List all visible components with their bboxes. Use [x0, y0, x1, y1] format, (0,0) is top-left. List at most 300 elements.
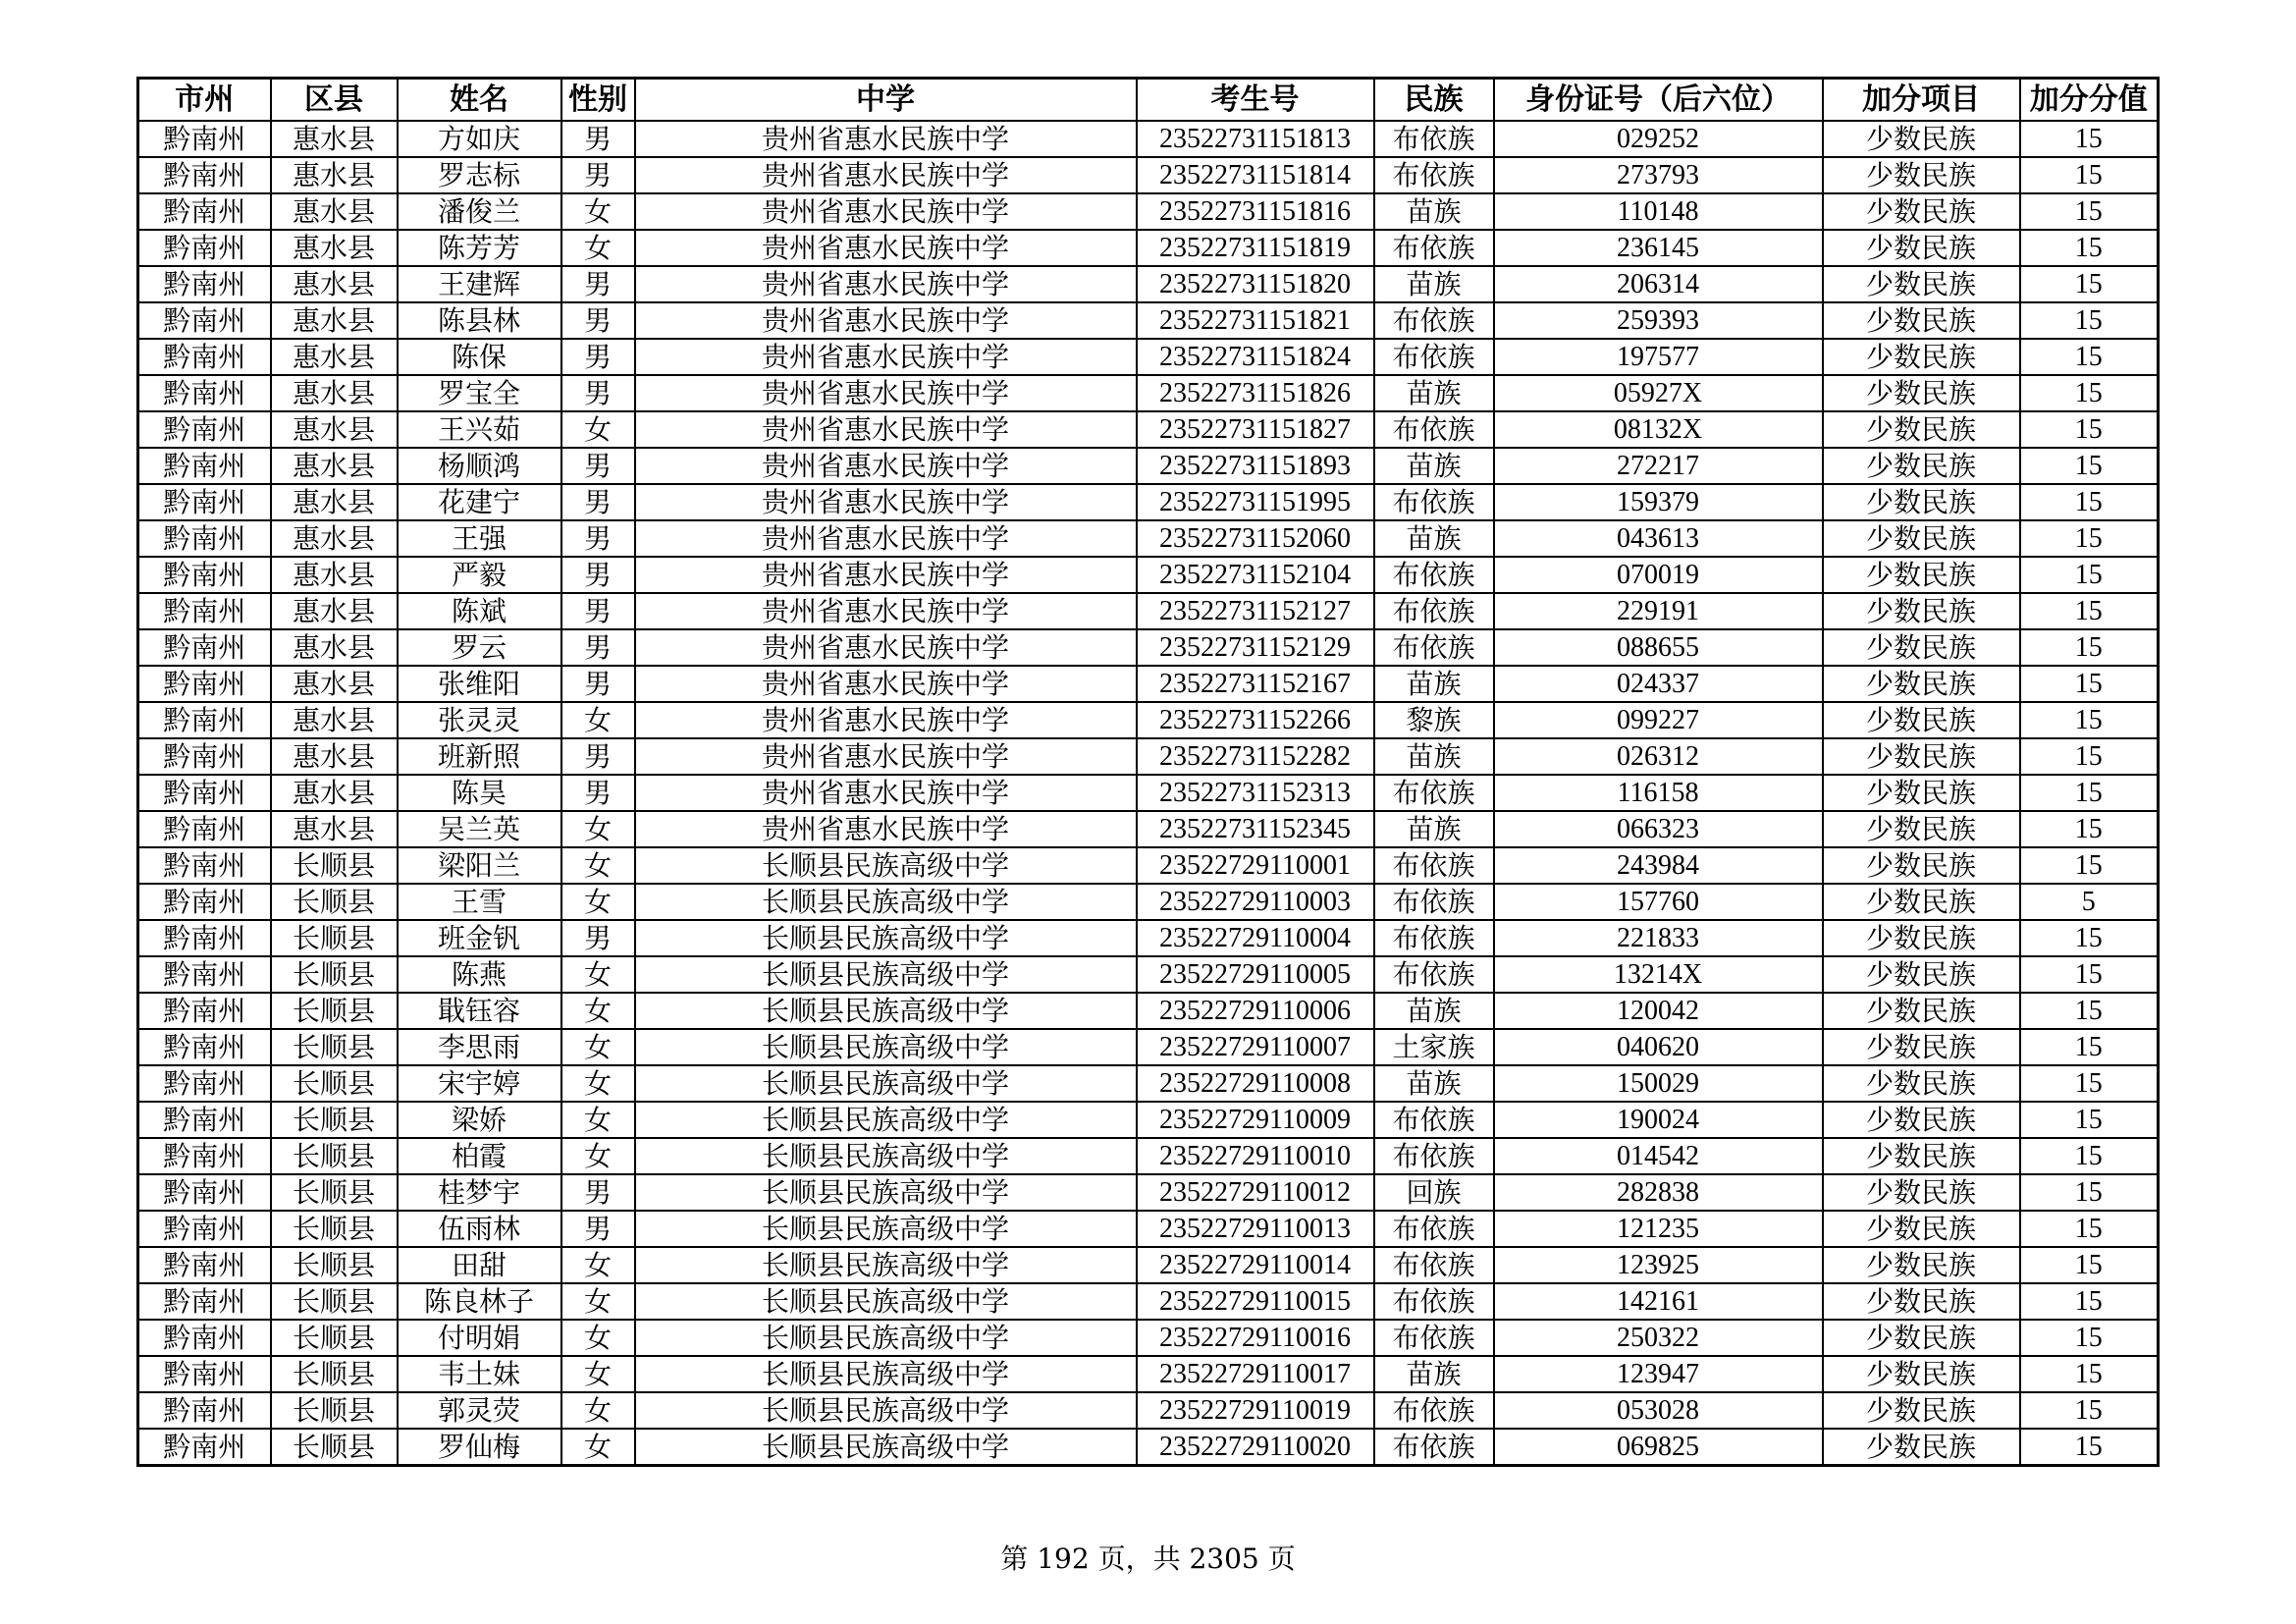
- cell-city: 黔南州: [138, 811, 271, 847]
- cell-county: 惠水县: [271, 666, 398, 702]
- cell-exam-number: 23522731151813: [1137, 121, 1374, 157]
- cell-id-last-six: 150029: [1494, 1065, 1823, 1102]
- cell-bonus-points: 15: [2020, 702, 2159, 738]
- cell-county: 长顺县: [271, 1102, 398, 1138]
- cell-bonus-item: 少数民族: [1823, 1029, 2020, 1065]
- cell-exam-number: 23522731151820: [1137, 266, 1374, 302]
- cell-ethnicity: 布依族: [1374, 593, 1494, 629]
- cell-name: 吴兰英: [398, 811, 561, 847]
- table-row: [138, 847, 2159, 884]
- cell-bonus-points: 15: [2020, 1102, 2159, 1138]
- cell-name: 柏霞: [398, 1138, 561, 1174]
- table-row: [138, 375, 2159, 411]
- table-body: [138, 121, 2159, 1466]
- cell-city: 黔南州: [138, 484, 271, 520]
- cell-county: 惠水县: [271, 811, 398, 847]
- cell-gender: 女: [561, 1429, 635, 1466]
- cell-exam-number: 23522729110016: [1137, 1320, 1374, 1356]
- cell-gender: 男: [561, 557, 635, 593]
- cell-gender: 女: [561, 411, 635, 448]
- cell-bonus-points: 15: [2020, 629, 2159, 666]
- cell-gender: 女: [561, 1247, 635, 1283]
- cell-ethnicity: 布依族: [1374, 1247, 1494, 1283]
- cell-exam-number: 23522731151824: [1137, 339, 1374, 375]
- cell-bonus-item: 少数民族: [1823, 920, 2020, 956]
- cell-bonus-item: 少数民族: [1823, 1392, 2020, 1429]
- cell-county: 惠水县: [271, 484, 398, 520]
- table-row: [138, 738, 2159, 775]
- cell-county: 长顺县: [271, 1392, 398, 1429]
- cell-bonus-item: 少数民族: [1823, 1320, 2020, 1356]
- cell-school: 贵州省惠水民族中学: [635, 738, 1137, 775]
- cell-county: 惠水县: [271, 375, 398, 411]
- cell-bonus-item: 少数民族: [1823, 302, 2020, 339]
- cell-exam-number: 23522731152104: [1137, 557, 1374, 593]
- column-header-bonus-points: 加分分值: [2020, 79, 2159, 122]
- cell-name: 梁阳兰: [398, 847, 561, 884]
- cell-id-last-six: 282838: [1494, 1174, 1823, 1211]
- cell-county: 长顺县: [271, 1174, 398, 1211]
- column-header-city: 市州: [138, 79, 271, 122]
- cell-bonus-item: 少数民族: [1823, 157, 2020, 193]
- table-row: [138, 1138, 2159, 1174]
- cell-name: 王强: [398, 520, 561, 557]
- table-row: [138, 884, 2159, 920]
- cell-city: 黔南州: [138, 1247, 271, 1283]
- cell-city: 黔南州: [138, 1211, 271, 1247]
- bonus-points-table: [136, 77, 2160, 1467]
- column-header-exam-number: 考生号: [1137, 79, 1374, 122]
- cell-city: 黔南州: [138, 266, 271, 302]
- cell-exam-number: 23522731152345: [1137, 811, 1374, 847]
- cell-gender: 男: [561, 738, 635, 775]
- cell-ethnicity: 布依族: [1374, 1429, 1494, 1466]
- cell-exam-number: 23522731152282: [1137, 738, 1374, 775]
- cell-bonus-item: 少数民族: [1823, 230, 2020, 266]
- cell-city: 黔南州: [138, 993, 271, 1029]
- cell-bonus-item: 少数民族: [1823, 1174, 2020, 1211]
- cell-city: 黔南州: [138, 557, 271, 593]
- cell-exam-number: 23522729110013: [1137, 1211, 1374, 1247]
- cell-bonus-item: 少数民族: [1823, 193, 2020, 230]
- cell-id-last-six: 066323: [1494, 811, 1823, 847]
- cell-bonus-item: 少数民族: [1823, 557, 2020, 593]
- cell-school: 贵州省惠水民族中学: [635, 484, 1137, 520]
- table-row: [138, 1102, 2159, 1138]
- table-row: [138, 121, 2159, 157]
- cell-bonus-points: 15: [2020, 1029, 2159, 1065]
- cell-ethnicity: 苗族: [1374, 520, 1494, 557]
- cell-bonus-points: 15: [2020, 593, 2159, 629]
- cell-bonus-item: 少数民族: [1823, 121, 2020, 157]
- cell-id-last-six: 120042: [1494, 993, 1823, 1029]
- cell-ethnicity: 布依族: [1374, 884, 1494, 920]
- cell-name: 潘俊兰: [398, 193, 561, 230]
- cell-school: 贵州省惠水民族中学: [635, 266, 1137, 302]
- cell-ethnicity: 苗族: [1374, 193, 1494, 230]
- cell-id-last-six: 070019: [1494, 557, 1823, 593]
- cell-county: 长顺县: [271, 1247, 398, 1283]
- cell-ethnicity: 布依族: [1374, 1211, 1494, 1247]
- table-row: [138, 956, 2159, 993]
- table-row: [138, 1392, 2159, 1429]
- cell-gender: 男: [561, 629, 635, 666]
- table-row: [138, 1320, 2159, 1356]
- cell-school: 长顺县民族高级中学: [635, 1102, 1137, 1138]
- cell-bonus-points: 15: [2020, 1320, 2159, 1356]
- cell-county: 惠水县: [271, 157, 398, 193]
- cell-gender: 男: [561, 484, 635, 520]
- cell-bonus-item: 少数民族: [1823, 1065, 2020, 1102]
- cell-city: 黔南州: [138, 339, 271, 375]
- cell-city: 黔南州: [138, 157, 271, 193]
- cell-city: 黔南州: [138, 629, 271, 666]
- cell-school: 贵州省惠水民族中学: [635, 411, 1137, 448]
- cell-id-last-six: 08132X: [1494, 411, 1823, 448]
- cell-gender: 男: [561, 775, 635, 811]
- cell-gender: 女: [561, 230, 635, 266]
- cell-gender: 女: [561, 1138, 635, 1174]
- cell-county: 长顺县: [271, 1211, 398, 1247]
- cell-city: 黔南州: [138, 920, 271, 956]
- cell-exam-number: 23522729110015: [1137, 1283, 1374, 1320]
- cell-id-last-six: 13214X: [1494, 956, 1823, 993]
- cell-exam-number: 23522731151816: [1137, 193, 1374, 230]
- cell-county: 长顺县: [271, 993, 398, 1029]
- cell-id-last-six: 197577: [1494, 339, 1823, 375]
- table-row: [138, 993, 2159, 1029]
- cell-name: 花建宁: [398, 484, 561, 520]
- cell-gender: 女: [561, 847, 635, 884]
- cell-bonus-item: 少数民族: [1823, 993, 2020, 1029]
- cell-ethnicity: 布依族: [1374, 1392, 1494, 1429]
- cell-ethnicity: 布依族: [1374, 121, 1494, 157]
- table-row: [138, 1356, 2159, 1392]
- cell-bonus-points: 15: [2020, 193, 2159, 230]
- cell-exam-number: 23522729110014: [1137, 1247, 1374, 1283]
- cell-bonus-item: 少数民族: [1823, 1138, 2020, 1174]
- column-header-gender: 性别: [561, 79, 635, 122]
- cell-gender: 女: [561, 702, 635, 738]
- cell-county: 长顺县: [271, 1356, 398, 1392]
- cell-city: 黔南州: [138, 666, 271, 702]
- cell-city: 黔南州: [138, 1320, 271, 1356]
- cell-bonus-item: 少数民族: [1823, 666, 2020, 702]
- cell-exam-number: 23522731151995: [1137, 484, 1374, 520]
- cell-exam-number: 23522729110009: [1137, 1102, 1374, 1138]
- cell-id-last-six: 110148: [1494, 193, 1823, 230]
- cell-exam-number: 23522731152129: [1137, 629, 1374, 666]
- cell-city: 黔南州: [138, 193, 271, 230]
- cell-school: 贵州省惠水民族中学: [635, 121, 1137, 157]
- cell-county: 惠水县: [271, 302, 398, 339]
- cell-bonus-points: 15: [2020, 956, 2159, 993]
- cell-school: 贵州省惠水民族中学: [635, 448, 1137, 484]
- cell-county: 惠水县: [271, 775, 398, 811]
- cell-school: 长顺县民族高级中学: [635, 1174, 1137, 1211]
- table-header: [138, 79, 2159, 122]
- cell-bonus-points: 15: [2020, 738, 2159, 775]
- cell-bonus-points: 15: [2020, 775, 2159, 811]
- cell-id-last-six: 221833: [1494, 920, 1823, 956]
- cell-id-last-six: 014542: [1494, 1138, 1823, 1174]
- cell-bonus-points: 15: [2020, 411, 2159, 448]
- cell-city: 黔南州: [138, 1065, 271, 1102]
- cell-school: 贵州省惠水民族中学: [635, 230, 1137, 266]
- cell-name: 郭灵荧: [398, 1392, 561, 1429]
- column-header-bonus-item: 加分项目: [1823, 79, 2020, 122]
- cell-bonus-points: 15: [2020, 302, 2159, 339]
- cell-school: 贵州省惠水民族中学: [635, 157, 1137, 193]
- cell-county: 惠水县: [271, 448, 398, 484]
- cell-county: 惠水县: [271, 193, 398, 230]
- cell-county: 长顺县: [271, 920, 398, 956]
- cell-city: 黔南州: [138, 593, 271, 629]
- cell-ethnicity: 苗族: [1374, 448, 1494, 484]
- cell-id-last-six: 159379: [1494, 484, 1823, 520]
- cell-school: 长顺县民族高级中学: [635, 1211, 1137, 1247]
- cell-county: 长顺县: [271, 1138, 398, 1174]
- cell-id-last-six: 05927X: [1494, 375, 1823, 411]
- cell-name: 伍雨林: [398, 1211, 561, 1247]
- cell-id-last-six: 024337: [1494, 666, 1823, 702]
- cell-exam-number: 23522729110006: [1137, 993, 1374, 1029]
- cell-gender: 女: [561, 956, 635, 993]
- cell-bonus-item: 少数民族: [1823, 448, 2020, 484]
- cell-ethnicity: 布依族: [1374, 1320, 1494, 1356]
- cell-bonus-points: 15: [2020, 448, 2159, 484]
- cell-school: 贵州省惠水民族中学: [635, 302, 1137, 339]
- cell-name: 罗云: [398, 629, 561, 666]
- column-header-name: 姓名: [398, 79, 561, 122]
- cell-city: 黔南州: [138, 775, 271, 811]
- cell-county: 长顺县: [271, 1065, 398, 1102]
- cell-name: 陈保: [398, 339, 561, 375]
- table-row: [138, 520, 2159, 557]
- cell-school: 长顺县民族高级中学: [635, 1247, 1137, 1283]
- cell-ethnicity: 苗族: [1374, 266, 1494, 302]
- cell-id-last-six: 273793: [1494, 157, 1823, 193]
- cell-exam-number: 23522731151814: [1137, 157, 1374, 193]
- cell-bonus-points: 15: [2020, 1356, 2159, 1392]
- cell-gender: 男: [561, 593, 635, 629]
- cell-bonus-points: 15: [2020, 1065, 2159, 1102]
- cell-school: 长顺县民族高级中学: [635, 1029, 1137, 1065]
- cell-city: 黔南州: [138, 375, 271, 411]
- cell-ethnicity: 布依族: [1374, 956, 1494, 993]
- cell-county: 惠水县: [271, 702, 398, 738]
- cell-ethnicity: 布依族: [1374, 557, 1494, 593]
- table-row: [138, 157, 2159, 193]
- cell-city: 黔南州: [138, 884, 271, 920]
- cell-exam-number: 23522729110005: [1137, 956, 1374, 993]
- cell-name: 方如庆: [398, 121, 561, 157]
- cell-name: 桂梦宇: [398, 1174, 561, 1211]
- cell-bonus-item: 少数民族: [1823, 775, 2020, 811]
- cell-bonus-item: 少数民族: [1823, 339, 2020, 375]
- cell-county: 惠水县: [271, 593, 398, 629]
- cell-city: 黔南州: [138, 230, 271, 266]
- table-row: [138, 1065, 2159, 1102]
- cell-gender: 女: [561, 1320, 635, 1356]
- cell-exam-number: 23522731152127: [1137, 593, 1374, 629]
- cell-id-last-six: 026312: [1494, 738, 1823, 775]
- table-row: [138, 702, 2159, 738]
- cell-id-last-six: 157760: [1494, 884, 1823, 920]
- cell-city: 黔南州: [138, 738, 271, 775]
- cell-name: 付明娟: [398, 1320, 561, 1356]
- header-row: [138, 79, 2159, 122]
- cell-bonus-item: 少数民族: [1823, 1356, 2020, 1392]
- cell-gender: 男: [561, 121, 635, 157]
- cell-bonus-item: 少数民族: [1823, 629, 2020, 666]
- cell-city: 黔南州: [138, 411, 271, 448]
- cell-city: 黔南州: [138, 520, 271, 557]
- cell-city: 黔南州: [138, 847, 271, 884]
- cell-school: 贵州省惠水民族中学: [635, 666, 1137, 702]
- cell-name: 王建辉: [398, 266, 561, 302]
- table-row: [138, 920, 2159, 956]
- cell-id-last-six: 190024: [1494, 1102, 1823, 1138]
- cell-name: 班新照: [398, 738, 561, 775]
- cell-city: 黔南州: [138, 1102, 271, 1138]
- cell-id-last-six: 053028: [1494, 1392, 1823, 1429]
- cell-bonus-item: 少数民族: [1823, 1283, 2020, 1320]
- page-number-footer: 第 192 页，共 2305 页: [1000, 1543, 1296, 1575]
- cell-exam-number: 23522731151827: [1137, 411, 1374, 448]
- cell-bonus-item: 少数民族: [1823, 956, 2020, 993]
- cell-gender: 女: [561, 1029, 635, 1065]
- cell-school: 长顺县民族高级中学: [635, 1138, 1137, 1174]
- cell-name: 梁娇: [398, 1102, 561, 1138]
- cell-county: 惠水县: [271, 520, 398, 557]
- cell-name: 严毅: [398, 557, 561, 593]
- cell-ethnicity: 布依族: [1374, 1138, 1494, 1174]
- cell-school: 长顺县民族高级中学: [635, 1283, 1137, 1320]
- cell-bonus-item: 少数民族: [1823, 847, 2020, 884]
- cell-bonus-item: 少数民族: [1823, 1102, 2020, 1138]
- cell-school: 贵州省惠水民族中学: [635, 702, 1137, 738]
- cell-bonus-item: 少数民族: [1823, 811, 2020, 847]
- cell-id-last-six: 243984: [1494, 847, 1823, 884]
- cell-exam-number: 23522731152313: [1137, 775, 1374, 811]
- cell-id-last-six: 206314: [1494, 266, 1823, 302]
- cell-id-last-six: 029252: [1494, 121, 1823, 157]
- cell-ethnicity: 布依族: [1374, 847, 1494, 884]
- cell-exam-number: 23522731152060: [1137, 520, 1374, 557]
- cell-school: 长顺县民族高级中学: [635, 956, 1137, 993]
- cell-ethnicity: 苗族: [1374, 1356, 1494, 1392]
- cell-gender: 男: [561, 302, 635, 339]
- cell-ethnicity: 布依族: [1374, 1283, 1494, 1320]
- cell-exam-number: 23522731151893: [1137, 448, 1374, 484]
- cell-city: 黔南州: [138, 121, 271, 157]
- cell-school: 长顺县民族高级中学: [635, 1065, 1137, 1102]
- cell-school: 长顺县民族高级中学: [635, 1320, 1137, 1356]
- cell-name: 罗宝全: [398, 375, 561, 411]
- cell-name: 王雪: [398, 884, 561, 920]
- cell-gender: 男: [561, 666, 635, 702]
- cell-ethnicity: 布依族: [1374, 339, 1494, 375]
- cell-city: 黔南州: [138, 956, 271, 993]
- cell-name: 陈芳芳: [398, 230, 561, 266]
- cell-bonus-points: 15: [2020, 1392, 2159, 1429]
- table-row: [138, 339, 2159, 375]
- table-row: [138, 1247, 2159, 1283]
- cell-bonus-item: 少数民族: [1823, 375, 2020, 411]
- cell-gender: 女: [561, 1283, 635, 1320]
- cell-bonus-points: 5: [2020, 884, 2159, 920]
- table-row: [138, 1283, 2159, 1320]
- cell-bonus-points: 15: [2020, 484, 2159, 520]
- cell-id-last-six: 229191: [1494, 593, 1823, 629]
- cell-bonus-points: 15: [2020, 1247, 2159, 1283]
- cell-school: 贵州省惠水民族中学: [635, 339, 1137, 375]
- cell-exam-number: 23522731152266: [1137, 702, 1374, 738]
- cell-name: 戢钰容: [398, 993, 561, 1029]
- cell-city: 黔南州: [138, 302, 271, 339]
- cell-county: 长顺县: [271, 1320, 398, 1356]
- table-row: [138, 302, 2159, 339]
- cell-id-last-six: 121235: [1494, 1211, 1823, 1247]
- cell-city: 黔南州: [138, 1283, 271, 1320]
- cell-gender: 女: [561, 193, 635, 230]
- cell-school: 长顺县民族高级中学: [635, 993, 1137, 1029]
- cell-school: 贵州省惠水民族中学: [635, 629, 1137, 666]
- cell-ethnicity: 布依族: [1374, 920, 1494, 956]
- cell-school: 贵州省惠水民族中学: [635, 557, 1137, 593]
- cell-gender: 男: [561, 448, 635, 484]
- cell-gender: 男: [561, 520, 635, 557]
- cell-id-last-six: 259393: [1494, 302, 1823, 339]
- cell-city: 黔南州: [138, 702, 271, 738]
- cell-bonus-item: 少数民族: [1823, 702, 2020, 738]
- cell-id-last-six: 099227: [1494, 702, 1823, 738]
- cell-name: 李思雨: [398, 1029, 561, 1065]
- cell-gender: 男: [561, 266, 635, 302]
- column-header-id-last-six: 身份证号（后六位）: [1494, 79, 1823, 122]
- cell-exam-number: 23522731152167: [1137, 666, 1374, 702]
- cell-gender: 男: [561, 1174, 635, 1211]
- cell-school: 长顺县民族高级中学: [635, 920, 1137, 956]
- cell-gender: 男: [561, 157, 635, 193]
- cell-gender: 男: [561, 1211, 635, 1247]
- cell-school: 长顺县民族高级中学: [635, 1392, 1137, 1429]
- cell-bonus-points: 15: [2020, 230, 2159, 266]
- cell-exam-number: 23522729110012: [1137, 1174, 1374, 1211]
- cell-id-last-six: 043613: [1494, 520, 1823, 557]
- table-row: [138, 557, 2159, 593]
- cell-id-last-six: 088655: [1494, 629, 1823, 666]
- cell-ethnicity: 苗族: [1374, 993, 1494, 1029]
- table-row: [138, 1029, 2159, 1065]
- cell-gender: 女: [561, 1065, 635, 1102]
- table-row: [138, 266, 2159, 302]
- cell-name: 陈昊: [398, 775, 561, 811]
- table-row: [138, 593, 2159, 629]
- cell-bonus-points: 15: [2020, 1138, 2159, 1174]
- cell-exam-number: 23522729110001: [1137, 847, 1374, 884]
- cell-bonus-points: 15: [2020, 1174, 2159, 1211]
- cell-name: 陈良林子: [398, 1283, 561, 1320]
- cell-bonus-points: 15: [2020, 266, 2159, 302]
- cell-exam-number: 23522731151821: [1137, 302, 1374, 339]
- cell-ethnicity: 黎族: [1374, 702, 1494, 738]
- cell-county: 惠水县: [271, 411, 398, 448]
- cell-city: 黔南州: [138, 1174, 271, 1211]
- cell-bonus-item: 少数民族: [1823, 593, 2020, 629]
- table-row: [138, 811, 2159, 847]
